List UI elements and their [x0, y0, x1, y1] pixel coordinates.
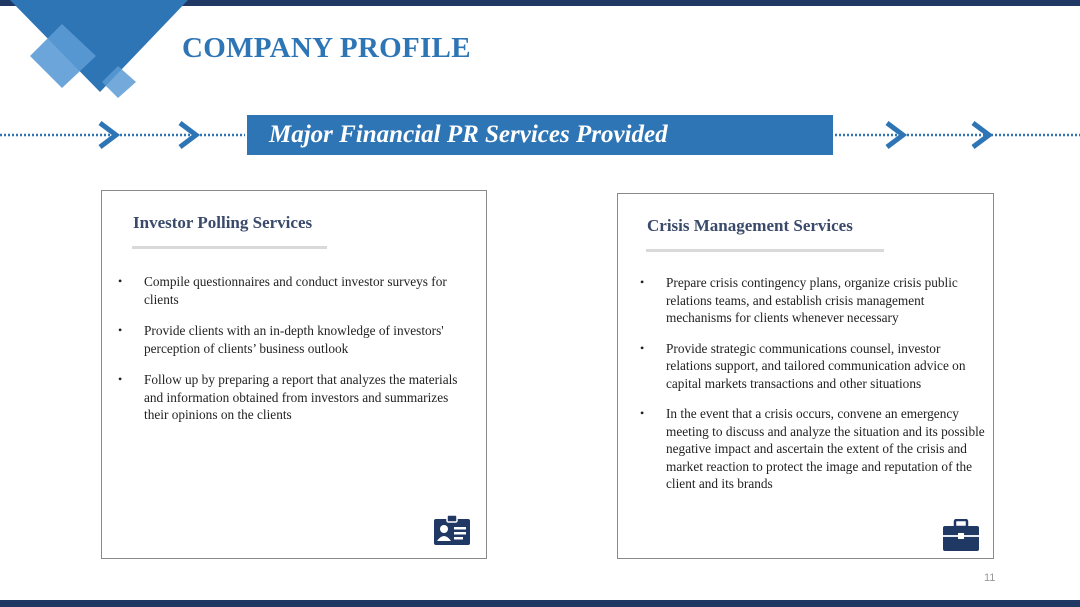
card-bullet-list — [118, 273, 463, 438]
list-item-text: Prepare crisis contingency plans, organize crisis public relations teams, and establish crisis management mechanisms for clients whenever necessary — [666, 275, 958, 325]
bullet-dot-icon: • — [118, 274, 123, 288]
section-banner — [247, 115, 833, 155]
list-item — [640, 405, 985, 493]
list-item-text: Follow up by preparing a report that analyzes the materials and information obtained from investors and summarizes their opinions on the clients — [144, 372, 458, 422]
briefcase-icon — [943, 519, 979, 551]
decorative-diamond-logo — [0, 0, 200, 100]
crisis-management-card — [617, 193, 994, 559]
page-number: 11 — [984, 572, 996, 584]
list-item — [640, 274, 985, 327]
card-title: Investor Polling Services — [133, 213, 313, 232]
card-title-underline — [646, 249, 884, 252]
bullet-dot-icon: • — [640, 275, 645, 289]
list-item — [118, 322, 463, 357]
bullet-dot-icon: • — [118, 323, 123, 337]
card-title-underline — [132, 246, 327, 249]
investor-polling-card — [101, 190, 487, 559]
section-banner-title: Major Financial PR Services Provided — [269, 121, 668, 148]
bullet-dot-icon: • — [118, 372, 123, 386]
bullet-dot-icon: • — [640, 406, 645, 420]
card-bullet-list — [640, 274, 985, 506]
bullet-dot-icon: • — [640, 340, 645, 355]
id-badge-icon — [434, 515, 470, 545]
list-item-text: Provide clients with an in-depth knowledge of investors' perception of clients’ business outlook — [144, 323, 444, 356]
card-title: Crisis Management Services — [647, 216, 853, 235]
bottom-border-bar — [0, 600, 1080, 607]
list-item-text: In the event that a crisis occurs, convene an emergency meeting to discuss and analyze the situation and its possible negative impact and ascertain the extent of the crisis and market reaction to protect the image and reputation of the client and its brands — [666, 406, 985, 491]
list-item — [118, 273, 463, 308]
list-item-text: Compile questionnaires and conduct investor surveys for clients — [144, 274, 447, 307]
list-item-text: Provide strategic communications counsel, investor relations support, and tailored communication advice on capital markets transactions and other situations — [666, 340, 966, 391]
list-item — [640, 340, 985, 393]
page-title: COMPANY PROFILE — [182, 32, 471, 64]
list-item — [118, 371, 463, 424]
